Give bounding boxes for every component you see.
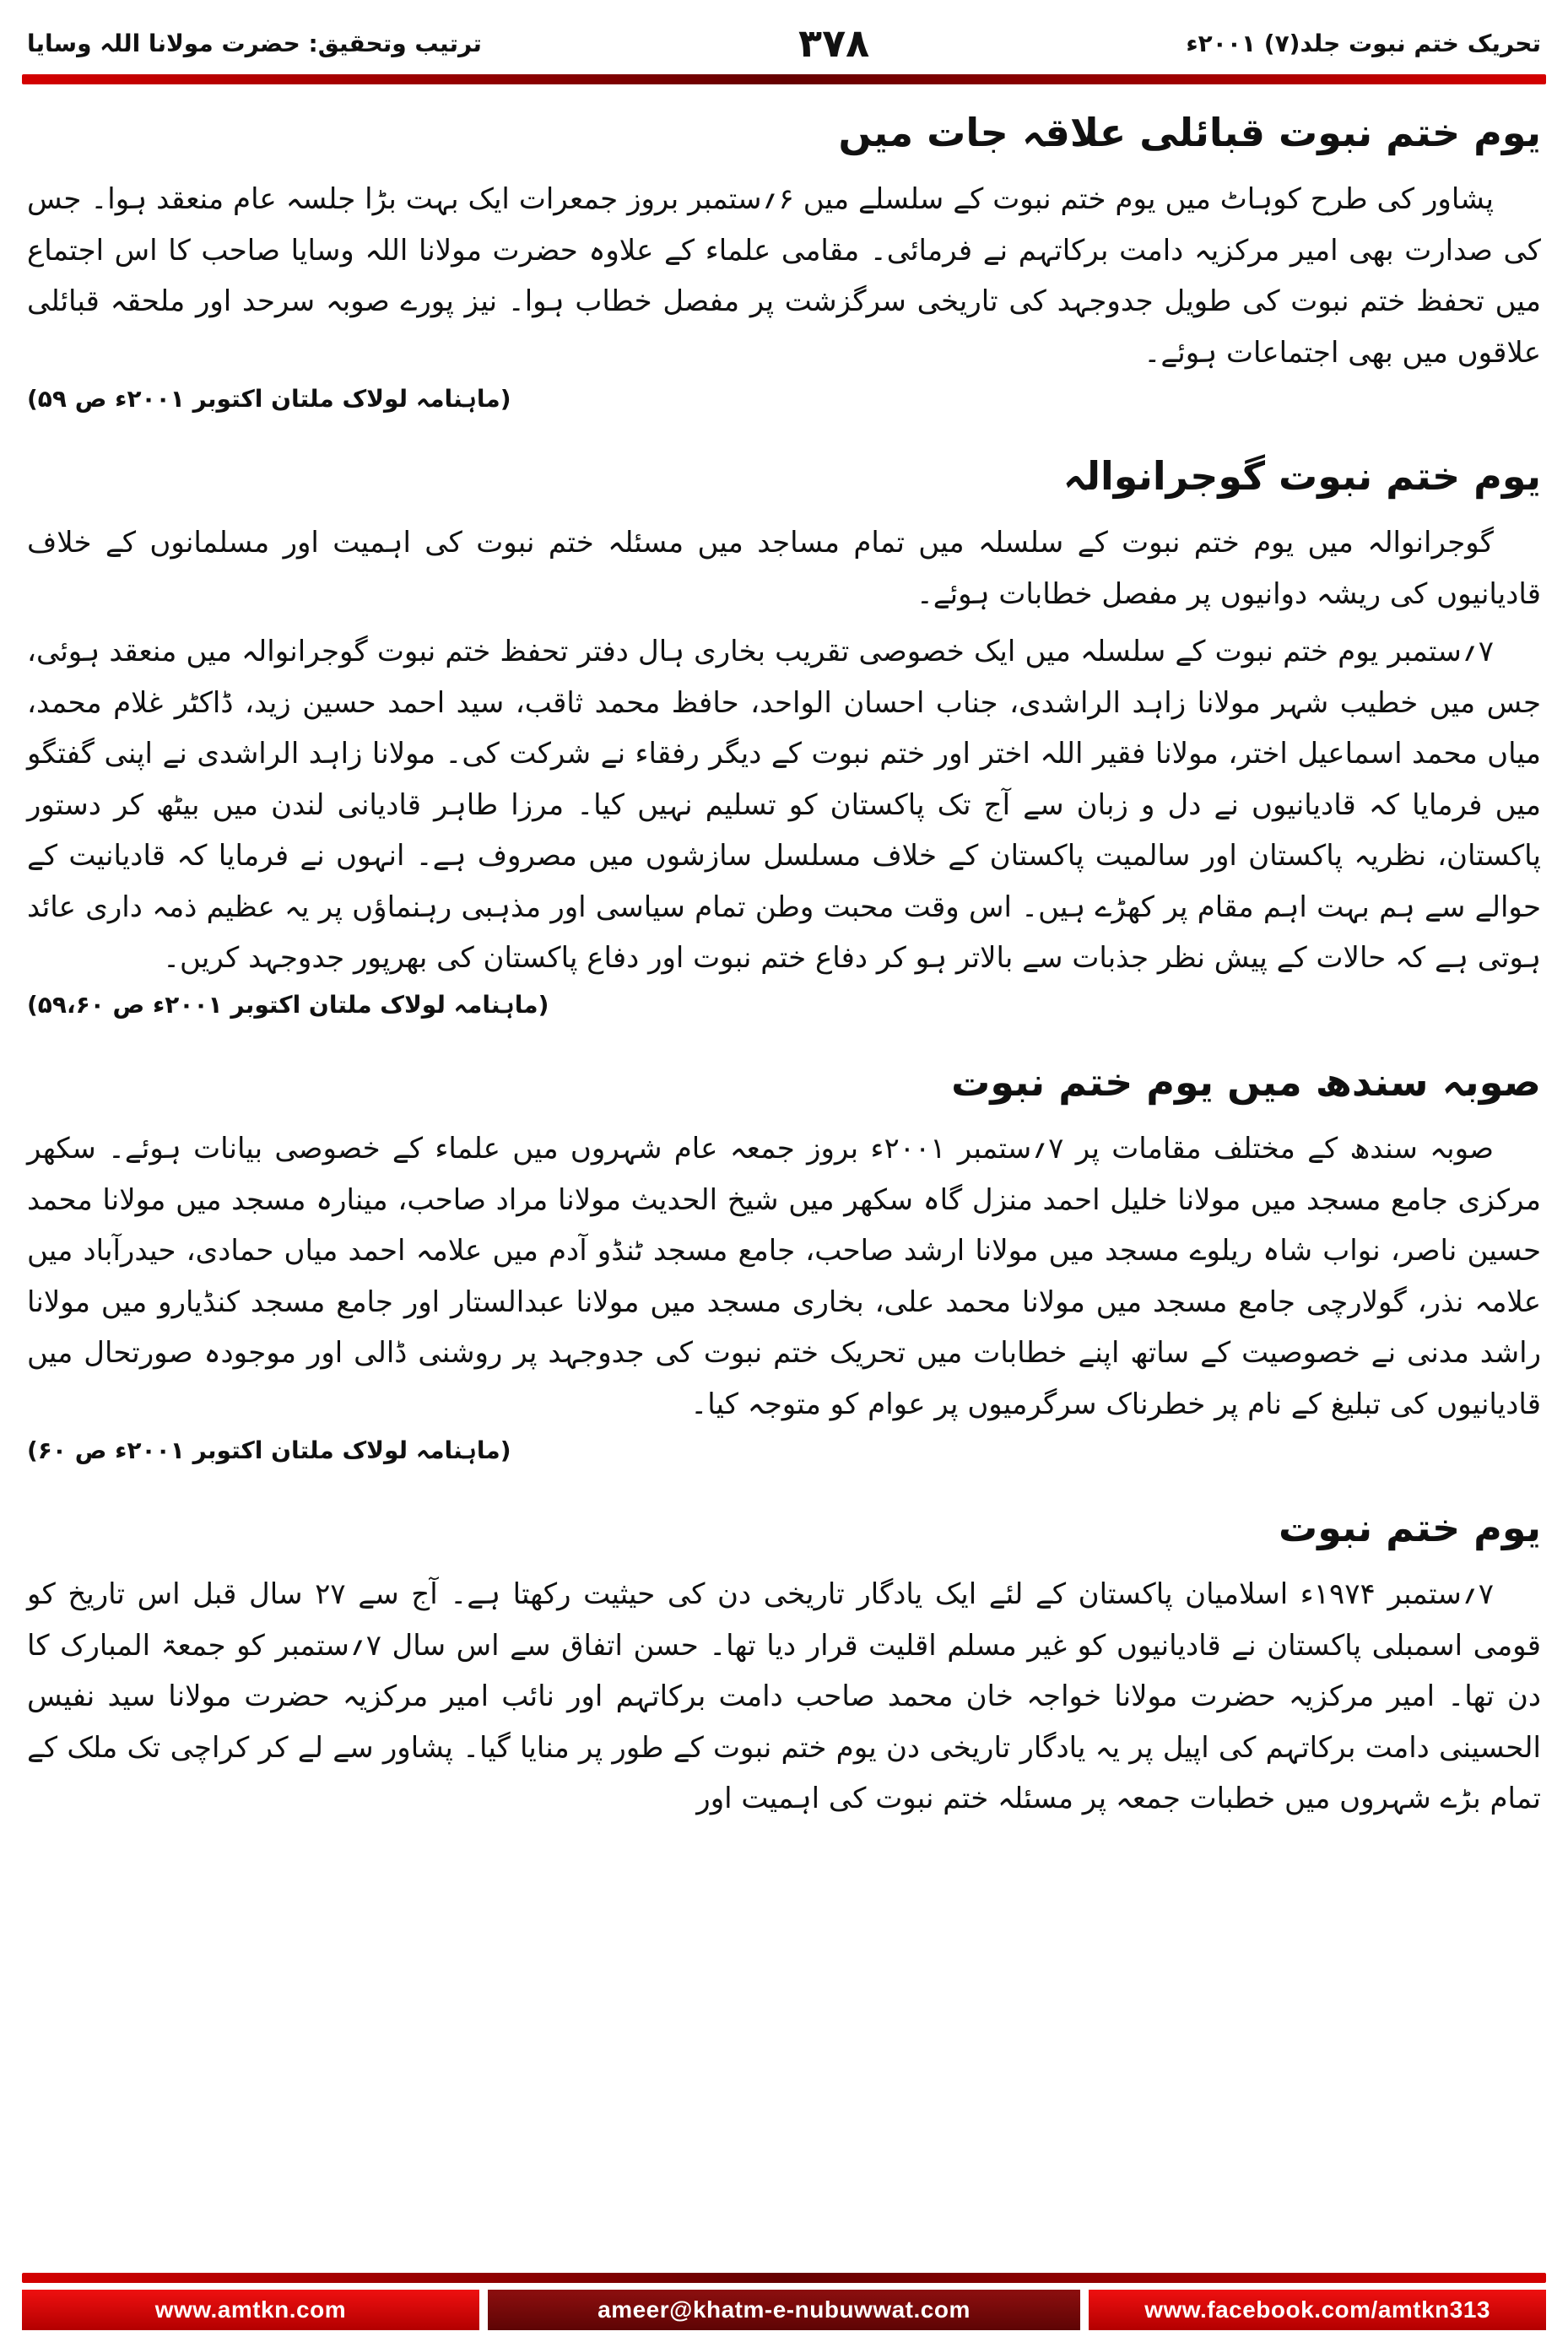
footer-email-link[interactable]: ameer@khatm-e-nubuwwat.com <box>488 2290 1080 2330</box>
section-paragraph: ۷؍ستمبر یوم ختم نبوت کے سلسلہ میں ایک خصوصی تقریب بخاری ہال دفتر تحفظ ختم نبوت گوجرانوالہ میں منعقد ہوئی، جس میں خطیب شہر مولانا زاہد الراشدی، جناب احسان الواحد، حافظ محمد ثاقب، سید احمد حسین زید، ڈاکٹر غلام محمد، میاں محمد اسماعیل اختر، مولانا فقیر اللہ اختر اور ختم نبوت کے دیگر رفقاء نے شرکت کی۔ مولانا زاہد الراشدی نے اپنی گفتگو میں فرمایا کہ قادیانیوں نے دل و زبان سے آج تک پاکستان کو تسلیم نہیں کیا۔ مرزا طاہر قادیانی لندن میں بیٹھ کر دستور پاکستان، نظریہ پاکستان اور سالمیت پاکستان کے خلاف مسلسل سازشوں میں مصروف ہے۔ انہوں نے فرمایا کہ قادیانیت کے حوالے سے ہم بہت اہم مقام پر کھڑے ہیں۔ اس وقت محبت وطن تمام سیاسی اور مذہبی رہنماؤں پر یہ عظیم ذمہ داری عائد ہوتی ہے کہ حالات کے پیش نظر جذبات سے بالاتر ہو کر دفاع ختم نبوت اور دفاع پاکستان کی بھرپور جدوجہد کریں۔ <box>27 635 1541 976</box>
section-heading: یوم ختم نبوت گوجرانوالہ <box>1062 453 1541 500</box>
source-citation: (ماہنامہ لولاک ملتان اکتوبر ۲۰۰۱ء ص ۵۹،۶۰) <box>27 990 549 1019</box>
footer-divider-bar <box>22 2273 1546 2283</box>
section-heading: صوبہ سندھ میں یوم ختم نبوت <box>951 1058 1541 1105</box>
source-citation: (ماہنامہ لولاک ملتان اکتوبر ۲۰۰۱ء ص ۶۰) <box>27 1436 511 1465</box>
page-number: ۳۷۸ <box>798 20 870 66</box>
section-paragraph: گوجرانوالہ میں یوم ختم نبوت کے سلسلہ میں تمام مساجد میں مسئلہ ختم نبوت کی اہمیت اور مسلمانوں کے خلاف قادیانیوں کی ریشہ دوانیوں پر مفصل خطابات ہوئے۔ <box>27 526 1541 611</box>
footer-facebook-link[interactable]: www.facebook.com/amtkn313 <box>1089 2290 1546 2330</box>
compiler-credit: ترتیب وتحقیق: حضرت مولانا اللہ وسایا <box>27 29 482 57</box>
page-header <box>22 15 1546 74</box>
book-title: تحریک ختم نبوت جلد(۷) ۲۰۰۱ء <box>1186 29 1541 57</box>
section-paragraph: ۷؍ستمبر ۱۹۷۴ء اسلامیان پاکستان کے لئے ایک یادگار تاریخی دن کی حیثیت رکھتا ہے۔ آج سے ۲۷ سال قبل اس تاریخ کو قومی اسمبلی پاکستان نے قادیانیوں کو غیر مسلم اقلیت قرار دیا تھا۔ حسن اتفاق سے اس سال ۷؍ستمبر کو جمعۃ المبارک کا دن تھا۔ امیر مرکزیہ حضرت مولانا خواجہ خان محمد صاحب دامت برکاتہم اور نائب امیر مرکزیہ حضرت مولانا سید نفیس الحسینی دامت برکاتہم کی اپیل پر یہ یادگار تاریخی دن یوم ختم نبوت کے طور پر منایا گیا۔ پشاور سے لے کر کراچی تک ملک کے تمام بڑے شہروں میں خطبات جمعہ پر مسئلہ ختم نبوت کی اہمیت اور <box>27 1577 1541 1816</box>
source-citation: (ماہنامہ لولاک ملتان اکتوبر ۲۰۰۱ء ص ۵۹) <box>27 385 511 414</box>
header-divider-bar <box>22 74 1546 84</box>
section-gujranwala <box>27 450 1541 1019</box>
section-tribal-areas <box>27 106 1541 413</box>
section-heading: یوم ختم نبوت <box>1279 1505 1541 1551</box>
section-paragraph: پشاور کی طرح کوہاٹ میں یوم ختم نبوت کے سلسلے میں ۶؍ستمبر بروز جمعرات ایک بہت بڑا جلسہ عام منعقد ہوا۔ جس کی صدارت بھی امیر مرکزیہ دامت برکاتہم نے فرمائی۔ مقامی علماء کے علاوہ حضرت مولانا اللہ وسایا صاحب کا اس اجتماع میں تحفظ ختم نبوت کی طویل جدوجہد کی تاریخی سرگزشت پر مفصل خطاب ہوا۔ نیز پورے صوبہ سرحد اور ملحقہ قبائلی علاقوں میں بھی اجتماعات ہوئے۔ <box>27 182 1541 370</box>
section-youm-khatm-e-nubuwwat <box>27 1501 1541 1825</box>
page-footer <box>22 2273 1546 2342</box>
footer-links-row <box>22 2290 1546 2330</box>
section-heading: یوم ختم نبوت قبائلی علاقہ جات میں <box>838 110 1541 155</box>
section-paragraph: صوبہ سندھ کے مختلف مقامات پر ۷؍ستمبر ۲۰۰۱ء بروز جمعہ عام شہروں میں علماء کے خصوصی بیانات ہوئے۔ سکھر مرکزی جامع مسجد میں مولانا خلیل احمد منزل گاہ سکھر میں شیخ الحدیث مولانا مراد صاحب، مینارہ مسجد میں مولانا محمد حسین ناصر، نواب شاہ ریلوے مسجد میں مولانا ارشد صاحب، جامع مسجد ٹنڈو آدم میں علامہ احمد میاں حمادی، حیدرآباد میں علامہ نذر، گولارچی جامع مسجد میں مولانا محمد علی، بخاری مسجد میں مولانا عبدالستار اور جامع مسجد کنڈیارو میں مولانا راشد مدنی نے خصوصیت کے ساتھ اپنے خطابات میں تحریک ختم نبوت کی جدوجہد پر روشنی ڈالی اور موجودہ صورتحال میں قادیانیوں کی تبلیغ کے نام پر خطرناک سرگرمیوں پر عوام کو متوجہ کیا۔ <box>27 1131 1541 1421</box>
section-sindh <box>27 1056 1541 1464</box>
footer-website-link[interactable]: www.amtkn.com <box>22 2290 479 2330</box>
page-content <box>22 106 1546 2273</box>
